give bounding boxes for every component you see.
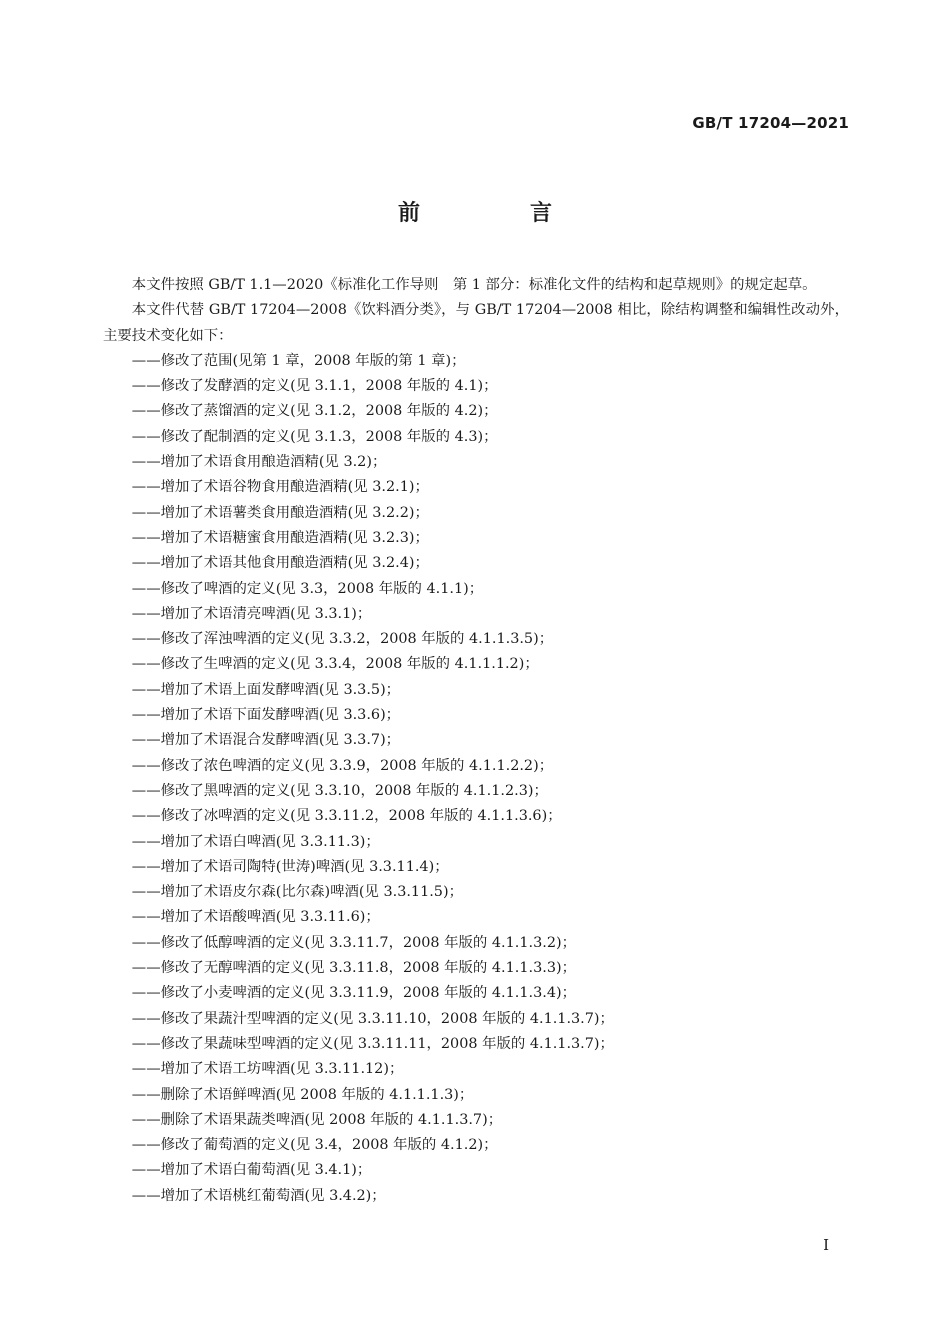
list-item: ——修改了发酵酒的定义(见 3.1.1，2008 年版的 4.1)； xyxy=(131,378,498,395)
list-item: ——增加了术语桃红葡萄酒(见 3.4.2)； xyxy=(131,1187,386,1204)
list-item: ——增加了术语薯类食用酿造酒精(见 3.2.2)； xyxy=(131,504,429,521)
list-item: ——修改了果蔬汁型啤酒的定义(见 3.3.11.10，2008 年版的 4.1.1.3.7)； xyxy=(131,1010,614,1027)
list-item: ——增加了术语白葡萄酒(见 3.4.1)； xyxy=(131,1162,372,1179)
standard-code: GB/T 17204—2021 xyxy=(692,114,849,132)
list-item: ——增加了术语其他食用酿造酒精(见 3.2.4)； xyxy=(131,555,429,572)
list-item: ——修改了黑啤酒的定义(见 3.3.10，2008 年版的 4.1.1.2.3)； xyxy=(131,782,548,799)
list-item: ——增加了术语食用酿造酒精(见 3.2)； xyxy=(131,454,387,471)
document-body xyxy=(103,273,849,1209)
list-item: ——修改了果蔬味型啤酒的定义(见 3.3.11.11，2008 年版的 4.1.1.3.7)； xyxy=(131,1035,614,1052)
list-item: ——增加了术语酸啤酒(见 3.3.11.6)； xyxy=(131,909,380,926)
list-item: ——增加了术语上面发酵啤酒(见 3.3.5)； xyxy=(131,681,401,698)
list-item: ——修改了浑浊啤酒的定义(见 3.3.2，2008 年版的 4.1.1.3.5)； xyxy=(131,631,554,648)
technical-changes-list xyxy=(103,349,849,1209)
list-item: ——修改了小麦啤酒的定义(见 3.3.11.9，2008 年版的 4.1.1.3.4)； xyxy=(131,985,576,1002)
list-item: ——增加了术语谷物食用酿造酒精(见 3.2.1)； xyxy=(131,479,429,496)
list-item: ——增加了术语工坊啤酒(见 3.3.11.12)； xyxy=(131,1061,404,1078)
paragraph-drafting-basis: 本文件按照 GB/T 1.1—2020《标准化工作导则 第 1 部分：标准化文件的结构和起草规则》的规定起草。 xyxy=(131,277,817,293)
list-item: ——删除了术语果蔬类啤酒(见 2008 年版的 4.1.1.3.7)； xyxy=(131,1111,503,1128)
list-item: ——修改了范围(见第 1 章，2008 年版的第 1 章)； xyxy=(131,352,466,369)
list-item: ——增加了术语司陶特(世涛)啤酒(见 3.3.11.4)； xyxy=(131,858,449,875)
list-item: ——删除了术语鲜啤酒(见 2008 年版的 4.1.1.1.3)； xyxy=(131,1086,474,1103)
list-item: ——修改了蒸馏酒的定义(见 3.1.2，2008 年版的 4.2)； xyxy=(131,403,498,420)
page-number: I xyxy=(823,1236,829,1254)
list-item: ——增加了术语下面发酵啤酒(见 3.3.6)； xyxy=(131,707,401,724)
list-item: ——增加了术语糖蜜食用酿造酒精(见 3.2.3)； xyxy=(131,529,429,546)
list-item: ——修改了无醇啤酒的定义(见 3.3.11.8，2008 年版的 4.1.1.3.3)； xyxy=(131,960,576,977)
list-item: ——修改了浓色啤酒的定义(见 3.3.9，2008 年版的 4.1.1.2.2)； xyxy=(131,757,554,774)
list-item: ——修改了葡萄酒的定义(见 3.4，2008 年版的 4.1.2)； xyxy=(131,1137,498,1154)
list-item: ——增加了术语混合发酵啤酒(见 3.3.7)； xyxy=(131,732,401,749)
list-item: ——修改了配制酒的定义(见 3.1.3，2008 年版的 4.3)； xyxy=(131,428,498,445)
list-item: ——修改了冰啤酒的定义(见 3.3.11.2，2008 年版的 4.1.1.3.6)； xyxy=(131,808,562,825)
page-title: 前 言 xyxy=(397,201,596,226)
list-item: ——修改了低醇啤酒的定义(见 3.3.11.7，2008 年版的 4.1.1.3.2)； xyxy=(131,934,576,951)
list-item: ——增加了术语皮尔森(比尔森)啤酒(见 3.3.11.5)； xyxy=(131,884,463,901)
list-item: ——增加了术语白啤酒(见 3.3.11.3)； xyxy=(131,833,380,850)
list-item: ——增加了术语清亮啤酒(见 3.3.1)； xyxy=(131,605,372,622)
paragraph-replacement-note: 本文件代替 GB/T 17204—2008《饮料酒分类》，与 GB/T 17204—2008 相比，除结构调整和编辑性改动外，主要技术变化如下： xyxy=(103,302,849,344)
list-item: ——修改了生啤酒的定义(见 3.3.4，2008 年版的 4.1.1.1.2)； xyxy=(131,656,539,673)
list-item: ——修改了啤酒的定义(见 3.3，2008 年版的 4.1.1)； xyxy=(131,580,484,597)
